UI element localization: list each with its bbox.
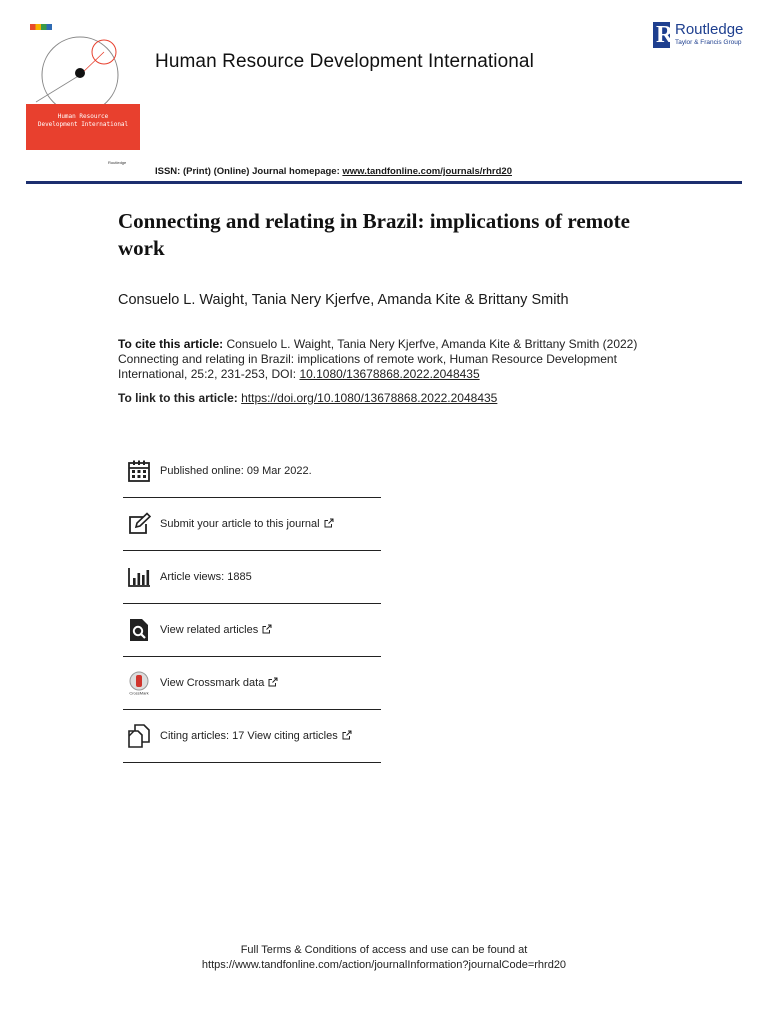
article-authors: Consuelo L. Waight, Tania Nery Kjerfve, Amanda Kite & Brittany Smith	[118, 292, 569, 308]
external-link-icon	[262, 624, 272, 634]
citing-row[interactable]	[123, 710, 381, 763]
link-block	[118, 391, 497, 405]
external-link-icon	[268, 677, 278, 687]
journal-title: Human Resource Development International	[155, 51, 534, 72]
external-link-icon	[324, 518, 334, 528]
footer-terms	[0, 943, 768, 973]
views-row	[123, 551, 381, 604]
article-views: Article views: 1885	[160, 571, 252, 583]
submit-article-link[interactable]	[160, 518, 334, 530]
crossmark-logo-text: CrossMark	[129, 690, 149, 695]
cover-title-line1: Human Resource	[57, 113, 109, 120]
citing-articles-link[interactable]	[160, 730, 352, 742]
document-search-icon	[127, 618, 151, 642]
article-title: Connecting and relating in Brazil: implications of remote work	[118, 209, 630, 260]
citing-label: Citing articles: 17 View citing articles	[160, 730, 338, 742]
routledge-r-icon: R	[653, 22, 670, 48]
link-label: To link to this article:	[118, 391, 242, 405]
publisher-name: Routledge	[675, 21, 744, 38]
footer-line1: Full Terms & Conditions of access and use can be found at	[240, 944, 528, 956]
journal-homepage-link[interactable]: www.tandfonline.com/journals/rhrd20	[342, 166, 512, 177]
related-articles-link[interactable]	[160, 624, 272, 636]
issn-line	[155, 166, 512, 177]
published-row	[123, 445, 381, 498]
submit-row[interactable]	[123, 498, 381, 551]
footer-terms-link[interactable]: https://www.tandfonline.com/action/journalInformation?journalCode=rhrd20	[201, 959, 567, 971]
edit-icon	[127, 512, 151, 536]
external-link-icon	[342, 730, 352, 740]
issn-text: ISSN: (Print) (Online) Journal homepage:	[155, 166, 343, 177]
publisher-group: Taylor & Francis Group	[675, 39, 742, 46]
header-divider	[26, 181, 742, 184]
cite-text: Consuelo L. Waight, Tania Nery Kjerfve, Amanda Kite & Brittany Smith (2022) Connecting and relating in Brazil: implications of remote work, Human Resource Development International, 25:2, 231-253, DOI:	[118, 337, 638, 381]
journal-cover-thumbnail	[26, 20, 140, 165]
cite-doi-link[interactable]: 10.1080/13678868.2022.2048435	[299, 367, 480, 381]
cover-badge	[30, 24, 52, 30]
submit-label: Submit your article to this journal	[160, 518, 320, 530]
crossmark-label: View Crossmark data	[160, 677, 265, 689]
article-info-list	[123, 445, 381, 763]
citation-block	[118, 337, 638, 382]
published-date: Published online: 09 Mar 2022.	[160, 465, 312, 477]
cover-circles-graphic	[26, 20, 140, 104]
cover-title-band	[26, 104, 140, 150]
cover-publisher-logo: Routledge	[108, 160, 127, 165]
citing-documents-icon	[127, 724, 151, 748]
doi-link[interactable]: https://doi.org/10.1080/13678868.2022.2048435	[241, 391, 498, 405]
routledge-logo[interactable]	[653, 20, 753, 50]
bar-chart-icon	[127, 565, 151, 589]
calendar-icon	[127, 459, 151, 483]
crossmark-link[interactable]	[160, 677, 278, 689]
related-label: View related articles	[160, 624, 259, 636]
related-row[interactable]	[123, 604, 381, 657]
crossmark-row[interactable]	[123, 657, 381, 710]
cover-title-line2: Development International	[37, 121, 129, 128]
cover-artwork	[26, 20, 140, 104]
cite-label: To cite this article:	[118, 337, 224, 351]
crossmark-icon	[127, 671, 151, 695]
